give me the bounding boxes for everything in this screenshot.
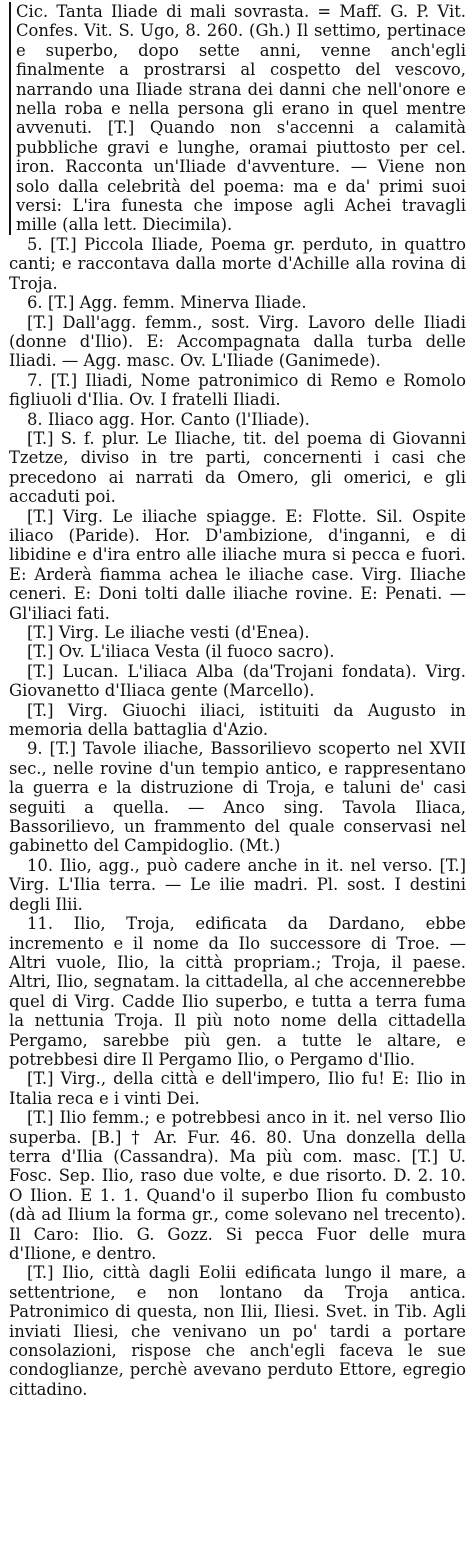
entry-paragraph: [T.] Virg. Le iliache vesti (d'Enea). bbox=[27, 623, 310, 642]
entry-paragraph: [T.] S. f. plur. Le Iliache, tit. del poema di Giovanni Tzetze, diviso in tre parti, concernenti i casi che precedono ai narrati da Omero, gli omerici, e gli accaduti poi. bbox=[9, 428, 466, 507]
entry-paragraph: 5. [T.] Piccola Iliade, Poema gr. perduto, in quattro canti; e raccontava dalla morte d'Achille alla rovina di Troja. bbox=[9, 234, 466, 293]
entry-paragraph: [T.] Virg., della città e dell'impero, Ilio fu! E: Ilio in Italia reca e i vinti Dei. bbox=[9, 1069, 466, 1108]
entry-paragraph: Cic. Tanta Iliade di mali sovrasta. = Maff. G. P. Vit. Confes. Vit. S. Ugo, 8. 260. (Gh.) Il settimo, pertinace e superbo, dopo sette anni, venne anch'egli finalmente a prostrarsi al cospetto del vescovo, narrando una Iliade strana dei danni che nell'onore e nella roba e nella persona gli erano in quel mentre avvenuti. [T.] Quando non s'accenni a calamità pubbliche gravi e lunghe, oramai piuttosto per cel. iron. Racconta un'Iliade d'avventure. — Viene non solo dalla celebrità del poema: ma e da' primi suoi versi: L'ira funesta che impose agli Achei travagli mille (alla lett. Diecimila). bbox=[9, 2, 466, 235]
entry-paragraph: [T.] Virg. Giuochi iliaci, istituiti da Augusto in memoria della battaglia d'Azio. bbox=[9, 700, 466, 740]
entry-paragraph: [T.] Virg. Le iliache spiagge. E: Flotte. Sil. Ospite iliaco (Paride). Hor. D'ambizione, d'inganni, e di libidine e d'ira entro alle iliache mura si pecca e fuori. E: Arderà fiamma achea le iliache case. Virg. Iliache ceneri. E: Doni tolti dalle iliache rovine. E: Penati. — Gl'iliaci fati. bbox=[9, 506, 466, 623]
entry-paragraph: [T.] Ilio, città dagli Eolii edificata lungo il mare, a settentrione, e non lontano da Troja antica. Patronimico di questa, non Ilii, Iliesi. Svet. in Tib. Agli inviati Iliesi, che venivano un po' tardi a portare consolazioni, rispose che anch'egli faceva le sue condoglianze, perchè avevano perduto Ettore, egregio cittadino. bbox=[9, 1263, 466, 1399]
entry-paragraph: 6. [T.] Agg. femm. Minerva Iliade. bbox=[27, 293, 307, 313]
entry-paragraph: 11. Ilio, Troja, edificata da Dardano, ebbe incremento e il nome da Ilo successore di Troe. — Altri vuole, Ilio, la città propriam.; Troja, il paese. Altri, Ilio, segnatam. la cittadella, al che accennerebbe quel di Virg. Cadde Ilio superbo, e tutta a terra fuma la nettunia Troja. Il più noto nome della cittadella Pergamo, sarebbe più gen. a tutte le altare, e potrebbesi dire Il Pergamo Ilio, o Pergamo d'Ilio. bbox=[9, 914, 466, 1069]
entry-paragraph: [T.] Lucan. L'iliaca Alba (da'Trojani fondata). Virg. Giovanetto d'Iliaca gente (Marcello). bbox=[9, 661, 466, 701]
entry-paragraph: 7. [T.] Iliadi, Nome patronimico di Remo e Romolo figliuoli d'Ilia. Ov. I fratelli Iliadi. bbox=[9, 370, 466, 410]
entry-paragraph: [T.] Ilio femm.; e potrebbesi anco in it. nel verso Ilio superba. [B.] † Ar. Fur. 46. 80. Una donzella della terra d'Ilia (Cassandra). Ma più com. masc. [T.] U. Fosc. Sep. Ilio, raso due volte, e due risorto. D. 2. 10. O Ilion. E 1. 1. Quand'o il superbo Ilion fu combusto (dà ad Ilium la forma gr., come solevano nel trecento). Il Caro: Ilio. G. Gozz. Si pecca Fuor delle mura d'Ilione, e dentro. bbox=[9, 1108, 466, 1263]
entry-paragraph: 9. [T.] Tavole iliache, Bassorilievo scoperto nel XVII sec., nelle rovine d'un tempio antico, e rappresentano la guerra e la distruzione di Troja, e taluni de' casi seguiti a quella. — Anco sing. Tavola Iliaca, Bassorilievo, un frammento del quale conservasi nel gabinetto del Campidoglio. (Mt.) bbox=[9, 739, 466, 856]
entry-paragraph: 8. Iliaco agg. Hor. Canto (l'Iliade). bbox=[27, 409, 310, 429]
entry-paragraph: [T.] Ov. L'iliaca Vesta (il fuoco sacro). bbox=[27, 642, 335, 662]
entry-paragraph: [T.] Dall'agg. femm., sost. Virg. Lavoro delle Iliadi (donne d'Ilio). E: Accompagnata dalla turba delle Iliadi. — Agg. masc. Ov. L'Iliade (Ganimede). bbox=[9, 312, 466, 371]
entry-paragraph: 10. Ilio, agg., può cadere anche in it. nel verso. [T.] Virg. L'Ilia terra. — Le ilie madri. Pl. sost. I destini degli Ilii. bbox=[9, 855, 466, 914]
